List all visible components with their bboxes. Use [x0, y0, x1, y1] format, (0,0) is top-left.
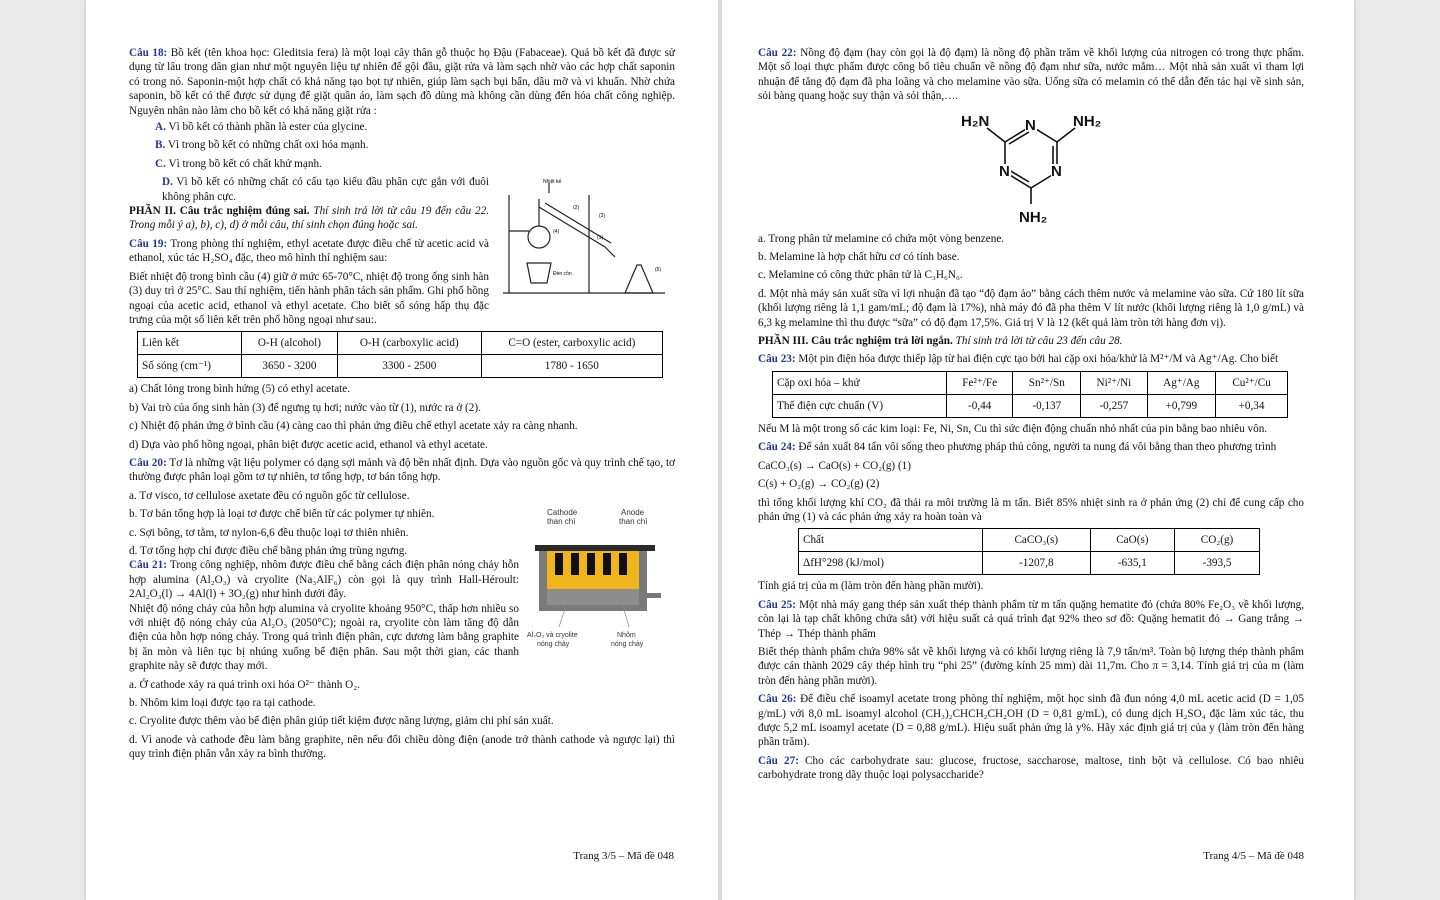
- page-3: [86, 0, 718, 900]
- table-header: CaO(s): [1090, 529, 1174, 552]
- question-text: Nồng độ đạm (hay còn gọi là độ đạm) là nồng độ phần trăm về khối lượng của nitrogen có trong thực phẩm. Một số loại thực phẩm được công bố tiêu chuẩn về nồng độ đạm như sữa, nước mắm… Một nhà sản xuất vì tham lợi nhuận để tăng độ đạm đã pha loãng và cho melamine vào sữa. Uống sữa có melamin có thể dẫn đến tác hại về sinh sản, sỏi bàng quang hoặc suy thận và sỏi thận,….: [758, 47, 1305, 103]
- aluminum-label: Nhôm: [617, 632, 636, 640]
- table-header: Ag⁺/Ag: [1147, 371, 1216, 394]
- distillation-diagram: [495, 177, 675, 299]
- question-25-info: Biết thép thành phẩm chứa 98% sắt về khối lượng và có khối lượng riêng là 7,9 tấn/m³. Toàn bộ lượng thép thành phẩm được cán thành 2029 cây thép hình trụ “phi 25” (đường kính 25 mm) dài 11,7m. Cho π = 3,14. Tính giá trị của m (làm tròn đến hàng phần mười).: [758, 645, 1304, 687]
- table-row: [773, 394, 1288, 417]
- option-text: Vì bồ kết có những chất có cấu tạo kiểu đầu phân cực gắn với đuôi không phân cực.: [162, 176, 489, 203]
- equation-1: CaCO₃(s) → CaO(s) + CO₂(g) (1): [758, 459, 911, 472]
- equation-2: C(s) + O₂(g) → CO₂(g) (2): [758, 478, 880, 491]
- question-24-info: thì tổng khối lượng khí CO₂ đã thải ra môi trường là m tấn. Biết 85% nhiệt sinh ra ở phản ứng (2) chỉ để cung cấp cho phản ứng (1) và các phản ứng xảy ra hoàn toàn và: [758, 496, 1304, 523]
- question-text: Để điều chế isoamyl acetate trong phòng thí nghiệm, một học sinh đã đun nóng 4,0 mL acetic acid (D = 1,05 g/mL) với 8,0 mL isoamyl alcohol (CH₃)₂CHCH₂CH₂OH (D = 0,81 g/mL), có dung dịch H₂SO₄ đặc làm xúc tác, thu được 5,2 mL isoamyl acetate (D = 0,88 g/mL). Hiệu suất phản ứng là y%. Hãy xác định giá trị của y (làm tròn đến hàng phần trăm).: [758, 693, 1304, 749]
- electrolysis-diagram: [525, 507, 675, 657]
- option-a: [129, 120, 675, 134]
- option-text: Vì bồ kết có thành phần là ester của glycine.: [168, 121, 368, 134]
- statement-c: c. Sợi bông, tơ tằm, tơ nylon-6,6 đều thuộc loại tơ thiên nhiên.: [129, 526, 409, 539]
- cathode-sublabel: than chì: [547, 517, 576, 527]
- statement-b: b. Tơ bán tổng hợp là loại tơ được chế biến từ các polymer tự nhiên.: [129, 508, 435, 521]
- table-cell: -0,257: [1081, 394, 1147, 417]
- table-cell: +0,34: [1216, 394, 1288, 417]
- melamine-structure-diagram: [941, 104, 1121, 228]
- table-header: Fe²⁺/Fe: [947, 371, 1013, 394]
- ir-table: [137, 331, 663, 378]
- table-header: Liên kết: [138, 332, 242, 355]
- label-1: (1): [597, 235, 604, 242]
- table-cell: -0,44: [947, 394, 1013, 417]
- table-cell: Thế điện cực chuẩn (V): [773, 394, 947, 417]
- statement-a: a. Trong phân tử melamine có chứa một vòng benzene.: [758, 232, 1005, 245]
- part-3-header: [758, 334, 1304, 348]
- question-25: [758, 598, 1304, 641]
- table-header: CO₂(g): [1175, 529, 1260, 552]
- table-cell: +0,799: [1147, 394, 1216, 417]
- cathode-label: Cathode: [547, 508, 578, 518]
- amino-group-right: NH₂: [1073, 112, 1102, 130]
- table-header: C=O (ester, carboxylic acid): [481, 332, 662, 355]
- option-label: B.: [155, 139, 166, 152]
- question-label: Câu 25:: [758, 598, 796, 611]
- option-label: C.: [155, 157, 166, 170]
- question-label: Câu 26:: [758, 693, 797, 706]
- question-23: [758, 352, 1304, 366]
- question-text: Bồ kết (tên khoa học: Gleditsia fera) là một loại cây thân gỗ thuộc họ Đậu (Fabaceae). Quả bồ kết đã được sử dụng từ lâu trong dân gian như một nguyên liệu tự nhiên để gội đầu, giặt rửa và làm sạch nhờ vào các hợp chất saponin có trong nó. Saponin-một hợp chất có khả năng tạo bọt tự nhiên, giúp làm sạch bụi bẩn, dầu mỡ và vi khuẩn. Nhờ chứa saponin, bồ kết có thể được sử dụng để giặt quần áo, làm sạch đồ dùng mà không cần dùng đến hóa chất công nghiệp. Nguyên nhân nào làm cho bồ kết có khả năng giặt rửa :: [129, 47, 675, 117]
- question-20: [129, 456, 675, 485]
- page-4-content: [758, 46, 1304, 783]
- section-instruction: Thí sinh trả lời từ câu 19 đến câu 22. Trong mỗi ý a), b), c), d) ở mỗi câu, thí sinh chọn đúng hoặc sai.: [129, 205, 489, 232]
- question-label: Câu 27:: [758, 754, 799, 767]
- table-cell: 3650 - 3200: [241, 355, 337, 378]
- question-text: Cho các carbohydrate sau: glucose, fructose, saccharose, maltose, tinh bột và cellulose. Có bao nhiêu carbohydrate trong dãy thuộc loại polysaccharide?: [758, 754, 1305, 782]
- question-text: Trong phòng thí nghiệm, ethyl acetate được điều chế từ acetic acid và ethanol, xúc tác H₂SO₄ đặc, theo mô hình thí nghiệm sau:: [129, 237, 490, 265]
- statement-c: c. Cryolite được thêm vào bể điện phân giúp tiết kiệm được năng lượng, giảm chi phí sản xuất.: [129, 715, 554, 728]
- question-text: Trong công nghiệp, nhôm được điều chế bằng cách điện phân nóng chảy hỗn hợp alumina (Al₂O₃) và cryolite (Na₃AlF₆) còn gọi là quy trình Hall-Héroult: 2Al₂O₃(l) → 4Al(l) + 3O₂(g) như hình dưới đây.: [129, 559, 519, 601]
- atom-n-top: N: [1025, 116, 1036, 134]
- statement-b: b) Vai trò của ống sinh hàn (3) để ngưng tụ hơi; nước vào từ (1), nước ra ở (2).: [129, 401, 481, 414]
- question-24-ask: Tính giá trị của m (làm tròn đến hàng phần mười).: [758, 580, 984, 593]
- enthalpy-table: [798, 528, 1260, 575]
- label-2: (2): [573, 205, 580, 212]
- option-label: D.: [162, 176, 173, 189]
- aluminum-sublabel: nóng chảy: [611, 641, 644, 649]
- statement-c: c) Nhiệt độ phản ứng ở bình cầu (4) càng cao thì phản ứng điều chế ethyl acetate xảy ra càng nhanh.: [129, 420, 578, 433]
- option-text: Vì trong bồ kết có chất khử mạnh.: [168, 157, 322, 170]
- bath-sublabel: nóng chảy: [537, 641, 570, 649]
- section-title: PHẦN III. Câu trắc nghiệm trả lời ngắn.: [758, 335, 953, 348]
- distillation-apparatus-figure: [495, 177, 675, 299]
- table-header: Sn²⁺/Sn: [1013, 371, 1081, 394]
- page-footer: Trang 4/5 – Mã đề 048: [1203, 850, 1304, 862]
- atom-n-left: N: [999, 162, 1010, 180]
- section-title: PHẦN II. Câu trắc nghiệm đúng sai.: [129, 205, 310, 218]
- statement-a: a. Ở cathode xảy ra quá trình oxi hóa O²⁻ thành O₂.: [129, 678, 360, 691]
- option-c: [129, 157, 675, 171]
- table-cell: ΔfH°298 (kJ/mol): [799, 552, 983, 575]
- question-text: Một nhà máy gang thép sản xuất thép thành phẩm từ m tấn quặng hematite đỏ (chứa 80% Fe₂O₃ về khối lượng, còn lại là tạp chất không chứa sắt) với hiệu suất cả quá trình đạt 92% theo sơ đồ: Quặng hematit đỏ → Gang trắng → Thép → Thép thành phẩm: [758, 598, 1305, 640]
- amino-group-bottom: NH₂: [1019, 208, 1048, 226]
- amino-group-left: H₂N: [961, 112, 990, 130]
- table-row: [138, 332, 663, 355]
- statement-c: c. Melamine có công thức phân tử là C₃H₆N₆.: [758, 269, 963, 282]
- atom-n-right: N: [1051, 162, 1062, 180]
- label-3: (3): [599, 213, 606, 220]
- page-3-content: [129, 46, 675, 762]
- question-label: Câu 18:: [129, 47, 168, 59]
- statement-d: d. Tơ tổng hợp chỉ được điều chế bằng phản ứng trùng ngưng.: [129, 544, 408, 557]
- statement-d: d) Dựa vào phổ hồng ngoại, phân biệt được acetic acid, ethanol và ethyl acetate.: [129, 438, 488, 451]
- table-cell: -0,137: [1013, 394, 1081, 417]
- option-b: [129, 138, 675, 152]
- question-26: [758, 692, 1304, 750]
- table-row: [138, 355, 663, 378]
- table-header: O-H (carboxylic acid): [337, 332, 481, 355]
- table-row: [773, 371, 1288, 394]
- statement-b: b. Melamine là hợp chất hữu cơ có tính base.: [758, 251, 960, 264]
- question-label: Câu 22:: [758, 47, 797, 59]
- statement-a: a) Chất lỏng trong bình hứng (5) có ethyl acetate.: [129, 383, 351, 396]
- statement-d: d. Vì anode và cathode đều làm bằng graphite, nên nếu đổi chiều dòng điện (anode trở thành cathode và ngược lại) thì quy trình điện phân vẫn xảy ra bình thường.: [129, 733, 675, 761]
- table-cell: Số sóng (cm⁻¹): [138, 355, 242, 378]
- section-instruction: Thí sinh trả lời từ câu 23 đến câu 28.: [955, 335, 1123, 348]
- statement-a: a. Tơ visco, tơ cellulose axetate đều có nguồn gốc từ cellulose.: [129, 489, 410, 502]
- question-label: Câu 24:: [758, 441, 796, 454]
- question-text: Tơ là những vật liệu polymer có dạng sợi mảnh và độ bền nhất định. Dựa vào nguồn gốc và quy trình chế tạo, tơ thường được phân loại gồm tơ tự nhiên, tơ tổng hợp, tơ bán tổng hợp.: [129, 456, 675, 484]
- question-22: [758, 46, 1304, 104]
- anode-label: Anode: [621, 508, 645, 518]
- potential-table: [772, 371, 1288, 418]
- electrolysis-cell-figure: [525, 507, 675, 657]
- question-text: Một pin điện hóa được thiếp lập từ hai điện cực tạo bởi hai cặp oxi hóa/khử là M²⁺/M và Ag⁺/Ag. Cho biết: [798, 353, 1279, 366]
- question-27: [758, 754, 1304, 783]
- lamp-label: Đèn cồn: [553, 271, 572, 278]
- table-cell: 3300 - 2500: [337, 355, 481, 378]
- melamine-structure: [758, 104, 1304, 228]
- option-text: Vì trong bồ kết có những chất oxi hóa mạnh.: [167, 139, 369, 152]
- table-row: [799, 552, 1260, 575]
- question-21-info: Nhiệt độ nóng chảy của hỗn hợp alumina và cryolite khoảng 950°C, thấp hơn nhiều so với nhiệt độ nóng chảy của Al₂O₃ (2050°C); ngoài ra, cryolite còn làm tăng độ dẫn điện của hỗn hợp nóng chảy. Trong quá trình điện phân, cực dương làm bằng graphite bị ăn mòn và liên tục bị nhúng xuống bể điện phân. Sau một thời gian, các thanh graphite này sẽ được thay mới.: [129, 602, 519, 673]
- option-label: A.: [155, 121, 166, 134]
- question-19-info: Biết nhiệt độ trong bình cầu (4) giữ ở mức 65-70°C, nhiệt độ trong ống sinh hàn (3) duy trì ở 25°C. Sau thí nghiệm, tiến hành phân tách sản phẩm. Ghi phổ hồng ngoại của acetic acid, ethanol và ethyl acetate. Cho biết số sóng hấp thụ đặc trưng của một số liên kết trên phổ hồng ngoại như sau:.: [129, 270, 489, 326]
- table-header: Ni²⁺/Ni: [1081, 371, 1147, 394]
- question-label: Câu 19:: [129, 237, 168, 250]
- table-header: Cặp oxi hóa – khử: [773, 371, 947, 394]
- page-4: [722, 0, 1354, 900]
- question-label: Câu 21:: [129, 559, 167, 572]
- label-5: (5): [655, 267, 662, 274]
- table-header: Chất: [799, 529, 983, 552]
- statement-b: b. Nhôm kim loại được tạo ra tại cathode.: [129, 697, 316, 710]
- table-header: Cu²⁺/Cu: [1216, 371, 1288, 394]
- table-cell: -1207,8: [982, 552, 1090, 575]
- label-4: (4): [553, 229, 560, 236]
- table-cell: -635,1: [1090, 552, 1174, 575]
- question-text: Để sản xuất 84 tấn vôi sống theo phương pháp thủ công, người ta nung đá vôi bằng than theo phương trình: [798, 441, 1277, 454]
- bath-label: Al₂O₃ và cryolite: [527, 632, 578, 640]
- statement-d: d. Một nhà máy sản xuất sữa vì lợi nhuận đã tạo “độ đạm ảo” bằng cách thêm nước và melamine vào sữa. Cứ 180 lít sữa (khối lượng riêng là 1,1 gam/mL; độ đạm là 17%), nhà máy đó đã pha thêm V lít nước (khối lượng riêng là 1,0 g/mL) và 6,3 kg melamine thì thu được “sữa” có độ đạm 17,5%. Giá trị V là 12 (kết quả làm tròn tới hàng đơn vị).: [758, 287, 1304, 329]
- table-cell: -393,5: [1175, 552, 1260, 575]
- table-cell: 1780 - 1650: [481, 355, 662, 378]
- page-footer: Trang 3/5 – Mã đề 048: [573, 850, 674, 862]
- table-header: O-H (alcohol): [241, 332, 337, 355]
- question-18: [129, 46, 675, 118]
- table-header: CaCO₃(s): [982, 529, 1090, 552]
- question-label: Câu 20:: [129, 456, 167, 469]
- question-label: Câu 23:: [758, 353, 796, 366]
- table-row: [799, 529, 1260, 552]
- anode-sublabel: than chì: [619, 517, 648, 527]
- thermometer-label: Nhiệt kế: [543, 179, 562, 186]
- question-23-ask: Nếu M là một trong số các kim loại: Fe, Ni, Sn, Cu thì sức điện động chuẩn nhỏ nhất của pin bằng bao nhiêu vôn.: [758, 422, 1268, 435]
- question-24: [758, 440, 1304, 454]
